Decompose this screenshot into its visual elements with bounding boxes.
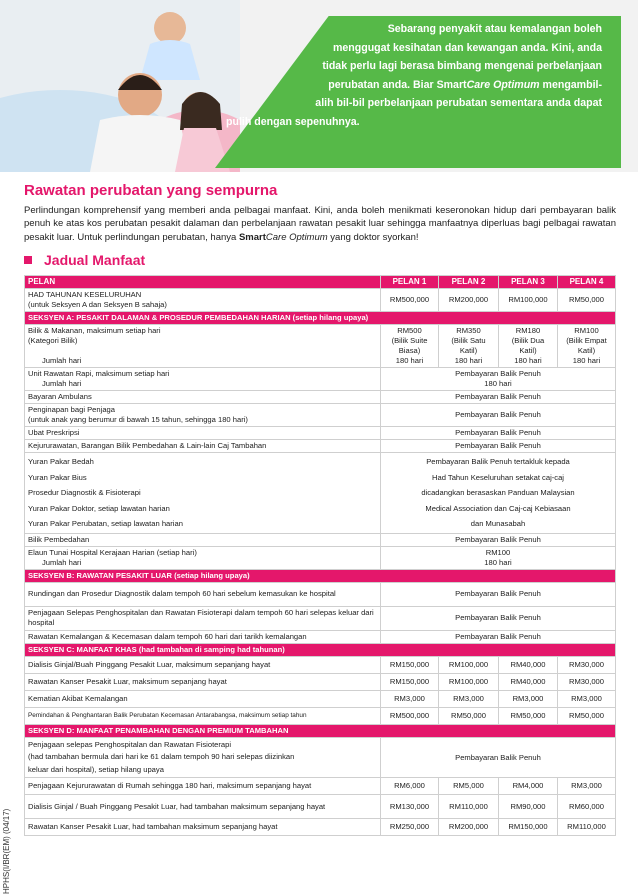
header-cell: PELAN bbox=[25, 276, 381, 289]
table-row: Ubat Preskripsi Pembayaran Balik Penuh bbox=[25, 427, 616, 440]
section-a-row: SEKSYEN A: PESAKIT DALAMAN & PROSEDUR PEMBEDAHAN HARIAN (setiap hilang upaya) bbox=[25, 312, 616, 325]
table-row: Kejururawatan, Barangan Bilik Pembedahan & Lain-lain Caj Tambahan Pembayaran Balik Penuh bbox=[25, 440, 616, 453]
table-row: Bilik Pembedahan Pembayaran Balik Penuh bbox=[25, 533, 616, 546]
table-row: Dialisis Ginjal / Buah Pinggang Pesakit Luar, had tambahan maksimum sepanjang hayat RM130,000 RM110,000 RM90,000 RM60,000 bbox=[25, 795, 616, 819]
table-row: Penjagaan selepas Penghospitalan dan Rawatan Fisioterapi (had tambahan bermula dari hari ke 61 dalam tempoh 90 hari selepas diizinkan keluar dari hospital), setiap hilang upaya Pembayaran Balik Penuh bbox=[25, 737, 616, 778]
table-row: Kematian Akibat Kemalangan RM3,000 RM3,000 RM3,000 RM3,000 bbox=[25, 690, 616, 707]
table-row: Dialisis Ginjal/Buah Pinggang Pesakit Luar, maksimum sepanjang hayat RM150,000 RM100,000 RM40,000 RM30,000 bbox=[25, 656, 616, 673]
table-row: Penjagaan Selepas Penghospitalan dan Rawatan Fisioterapi dalam tempoh 60 hari selepas keluar dari hospital Pembayaran Balik Penuh bbox=[25, 606, 616, 630]
header-cell: PELAN 2 bbox=[439, 276, 499, 289]
table-row: Elaun Tunai Hospital Kerajaan Harian (setiap hari) Jumlah hari RM100 180 hari bbox=[25, 546, 616, 569]
header-cell: PELAN 3 bbox=[499, 276, 558, 289]
table-row: Rawatan Kanser Pesakit Luar, had tambahan maksimum sepanjang hayat RM250,000 RM200,000 RM150,000 RM110,000 bbox=[25, 819, 616, 836]
table-row: Penginapan bagi Penjaga (untuk anak yang berumur di bawah 15 tahun, sehingga 180 hari) Pembayaran Balik Penuh bbox=[25, 404, 616, 427]
table-row: Unit Rawatan Rapi, maksimum setiap hari Jumlah hari Pembayaran Balik Penuh 180 hari bbox=[25, 368, 616, 391]
section-b-row: SEKSYEN B: RAWATAN PESAKIT LUAR (setiap hilang upaya) bbox=[25, 569, 616, 582]
header-cell: PELAN 4 bbox=[558, 276, 616, 289]
table-row: HAD TAHUNAN KESELURUHAN (untuk Seksyen A dan Seksyen B sahaja) RM500,000 RM200,000 RM100,000 RM50,000 bbox=[25, 289, 616, 312]
hero-message: Sebarang penyakit atau kemalangan boleh menggugat kesihatan dan kewangan anda. Kini, anda tidak perlu lagi berasa bimbang mengenai perbelanjaan perubatan anda. Biar SmartCare Optimum mengambil- alih bil-bil perbelanjaan perubatan sementara anda dapat pulih dengan sepenuhnya. bbox=[226, 23, 602, 128]
header-cell: PELAN 1 bbox=[381, 276, 439, 289]
table-row: Rawatan Kanser Pesakit Luar, maksimum sepanjang hayat RM150,000 RM100,000 RM40,000 RM30,000 bbox=[25, 673, 616, 690]
section-d-row: SEKSYEN D: MANFAAT PENAMBAHAN DENGAN PREMIUM TAMBAHAN bbox=[25, 724, 616, 737]
table-row: Rawatan Kemalangan & Kecemasan dalam tempoh 60 hari dari tarikh kemalangan Pembayaran Balik Penuh bbox=[25, 630, 616, 643]
document-code: HPHS(I/BR(EM) (04/17) bbox=[2, 808, 11, 894]
table-row: Bayaran Ambulans Pembayaran Balik Penuh bbox=[25, 391, 616, 404]
family-photo bbox=[0, 0, 240, 172]
hero-banner bbox=[0, 0, 638, 172]
table-header-row bbox=[25, 276, 616, 289]
intro-paragraph: Perlindungan komprehensif yang memberi anda pelbagai manfaat. Kini, anda boleh menikmati keseronokan hidup dari pembayaran balik penuh ke atas kos perubatan pesakit dalaman dan perbelanjaan rawatan pesakit luar sehingga manfaatnya diperluas bagi pelbagai rawatan pesakit luar. Untuk perlindungan perubatan, hanya SmartCare Optimum yang doktor syorkan! bbox=[24, 205, 616, 243]
table-row: Bilik & Makanan, maksimum setiap hari (Kategori Bilik) Jumlah hari RM500 (Bilik Suite Biasa) 180 hari RM350 (Bilik Satu Katil) 180 hari RM180 (Bilik Dua Katil) 180 hari RM100 (Bilik Empat Katil) 180 hari bbox=[25, 325, 616, 368]
square-bullet-icon bbox=[24, 256, 32, 264]
table-row: Pemindahan & Penghantaran Balik Perubatan Kecemasan Antarabangsa, maksimum setiap tahun RM500,000 RM50,000 RM50,000 RM50,000 bbox=[25, 707, 616, 724]
section-title: Rawatan perubatan yang sempurna bbox=[24, 182, 278, 199]
table-row: Yuran Pakar Bedah Yuran Pakar Bius Prosedur Diagnostik & Fisioterapi Yuran Pakar Doktor, setiap lawatan harian Yuran Pakar Perubatan, setiap lawatan harian Pembayaran Balik Penuh tertakluk kepada Had Tahun Keseluruhan setakat caj-caj dicadangkan berasaskan Panduan Malaysian Medical Association dan Caj-caj Kebiasaan dan Munasabah bbox=[25, 453, 616, 534]
schedule-title: Jadual Manfaat bbox=[24, 252, 145, 268]
section-c-row: SEKSYEN C: MANFAAT KHAS (had tambahan di samping had tahunan) bbox=[25, 643, 616, 656]
benefits-table bbox=[24, 275, 616, 836]
table-row: Rundingan dan Prosedur Diagnostik dalam tempoh 60 hari sebelum kemasukan ke hospital Pembayaran Balik Penuh bbox=[25, 582, 616, 606]
table-row: Penjagaan Kejururawatan di Rumah sehingga 180 hari, maksimum sepanjang hayat RM6,000 RM5,000 RM4,000 RM3,000 bbox=[25, 778, 616, 795]
